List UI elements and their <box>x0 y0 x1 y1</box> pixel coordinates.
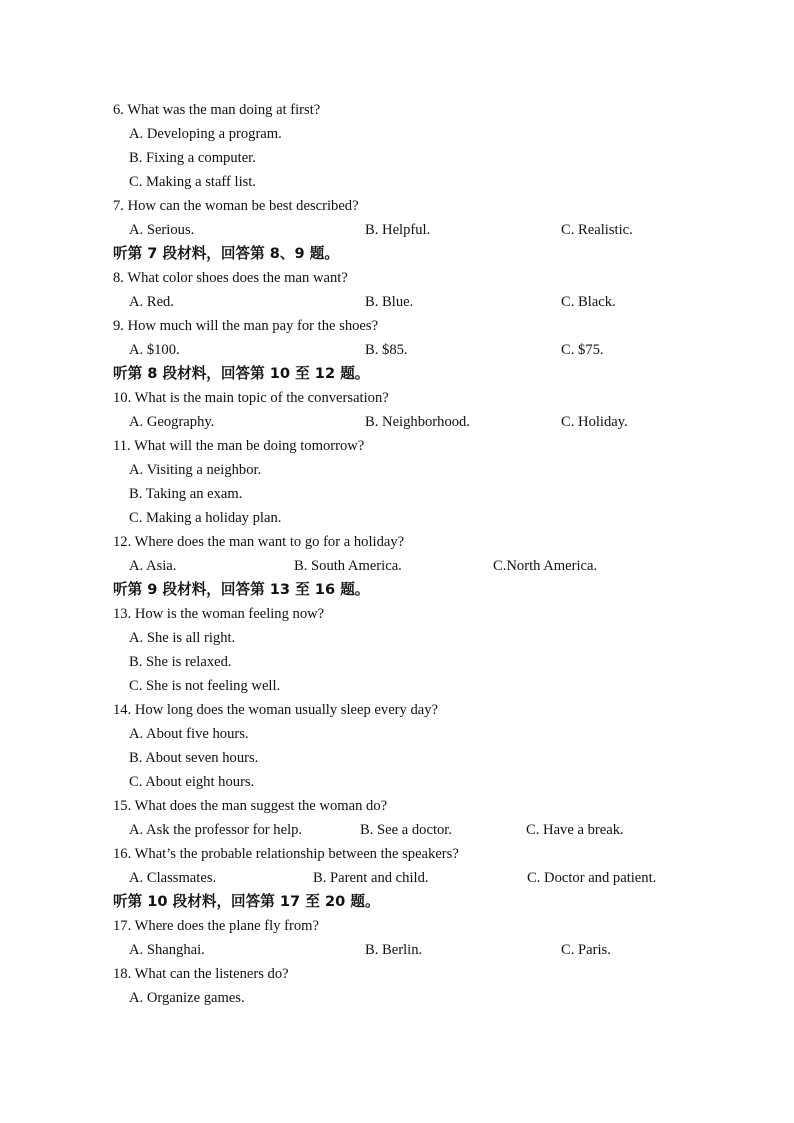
option-12b: B. South America. <box>294 558 402 574</box>
option-13b: B. She is relaxed. <box>129 654 232 670</box>
option-17a: A. Shanghai. <box>129 942 205 958</box>
option-15b: B. See a doctor. <box>360 822 453 838</box>
option-17b: B. Berlin. <box>365 942 423 958</box>
question-13: 13. How is the woman feeling now? <box>113 606 325 622</box>
question-12: 12. Where does the man want to go for a holiday? <box>113 534 405 550</box>
option-10c: C. Holiday. <box>561 414 628 430</box>
option-12c: C.North America. <box>493 558 598 574</box>
option-12a: A. Asia. <box>129 558 177 574</box>
question-18: 18. What can the listeners do? <box>113 966 289 982</box>
option-10a: A. Geography. <box>129 414 215 430</box>
question-14: 14. How long does the woman usually sleep every day? <box>113 702 439 718</box>
option-14a: A. About five hours. <box>129 726 249 742</box>
option-13c: C. She is not feeling well. <box>129 678 281 694</box>
option-13a: A. She is all right. <box>129 630 236 646</box>
question-7: 7. How can the woman be best described? <box>113 198 359 214</box>
option-18a: A. Organize games. <box>129 990 245 1006</box>
option-9a: A. $100. <box>129 342 180 358</box>
option-9b: B. $85. <box>365 342 408 358</box>
option-17c: C. Paris. <box>561 942 611 958</box>
option-8c: C. Black. <box>561 294 616 310</box>
option-8b: B. Blue. <box>365 294 414 310</box>
option-15c: C. Have a break. <box>526 822 624 838</box>
section-heading-10: 听第 10 段材料，回答第 17 至 20 题。 <box>113 893 380 910</box>
option-15a: A. Ask the professor for help. <box>129 822 303 838</box>
section-heading-9: 听第 9 段材料，回答第 13 至 16 题。 <box>113 581 370 598</box>
option-7b: B. Helpful. <box>365 222 431 238</box>
option-9c: C. $75. <box>561 342 604 358</box>
section-heading-7: 听第 7 段材料，回答第 8、9 题。 <box>113 245 339 262</box>
option-14c: C. About eight hours. <box>129 774 255 790</box>
option-14b: B. About seven hours. <box>129 750 259 766</box>
option-7c: C. Realistic. <box>561 222 633 238</box>
question-17: 17. Where does the plane fly from? <box>113 918 319 934</box>
question-15: 15. What does the man suggest the woman do? <box>113 798 388 814</box>
question-9: 9. How much will the man pay for the shoes? <box>113 318 379 334</box>
option-6a: A. Developing a program. <box>129 126 282 142</box>
section-heading-8: 听第 8 段材料，回答第 10 至 12 题。 <box>113 365 370 382</box>
option-6c: C. Making a staff list. <box>129 174 257 190</box>
question-6: 6. What was the man doing at first? <box>113 102 321 118</box>
option-7a: A. Serious. <box>129 222 195 238</box>
question-16: 16. What’s the probable relationship between the speakers? <box>113 846 459 862</box>
question-8: 8. What color shoes does the man want? <box>113 270 348 286</box>
option-16b: B. Parent and child. <box>313 870 429 886</box>
option-11a: A. Visiting a neighbor. <box>129 462 262 478</box>
option-11c: C. Making a holiday plan. <box>129 510 282 526</box>
option-6b: B. Fixing a computer. <box>129 150 256 166</box>
option-11b: B. Taking an exam. <box>129 486 243 502</box>
option-10b: B. Neighborhood. <box>365 414 470 430</box>
question-10: 10. What is the main topic of the conversation? <box>113 390 389 406</box>
option-8a: A. Red. <box>129 294 174 310</box>
question-11: 11. What will the man be doing tomorrow? <box>113 438 365 454</box>
option-16c: C. Doctor and patient. <box>527 870 657 886</box>
option-16a: A. Classmates. <box>129 870 217 886</box>
